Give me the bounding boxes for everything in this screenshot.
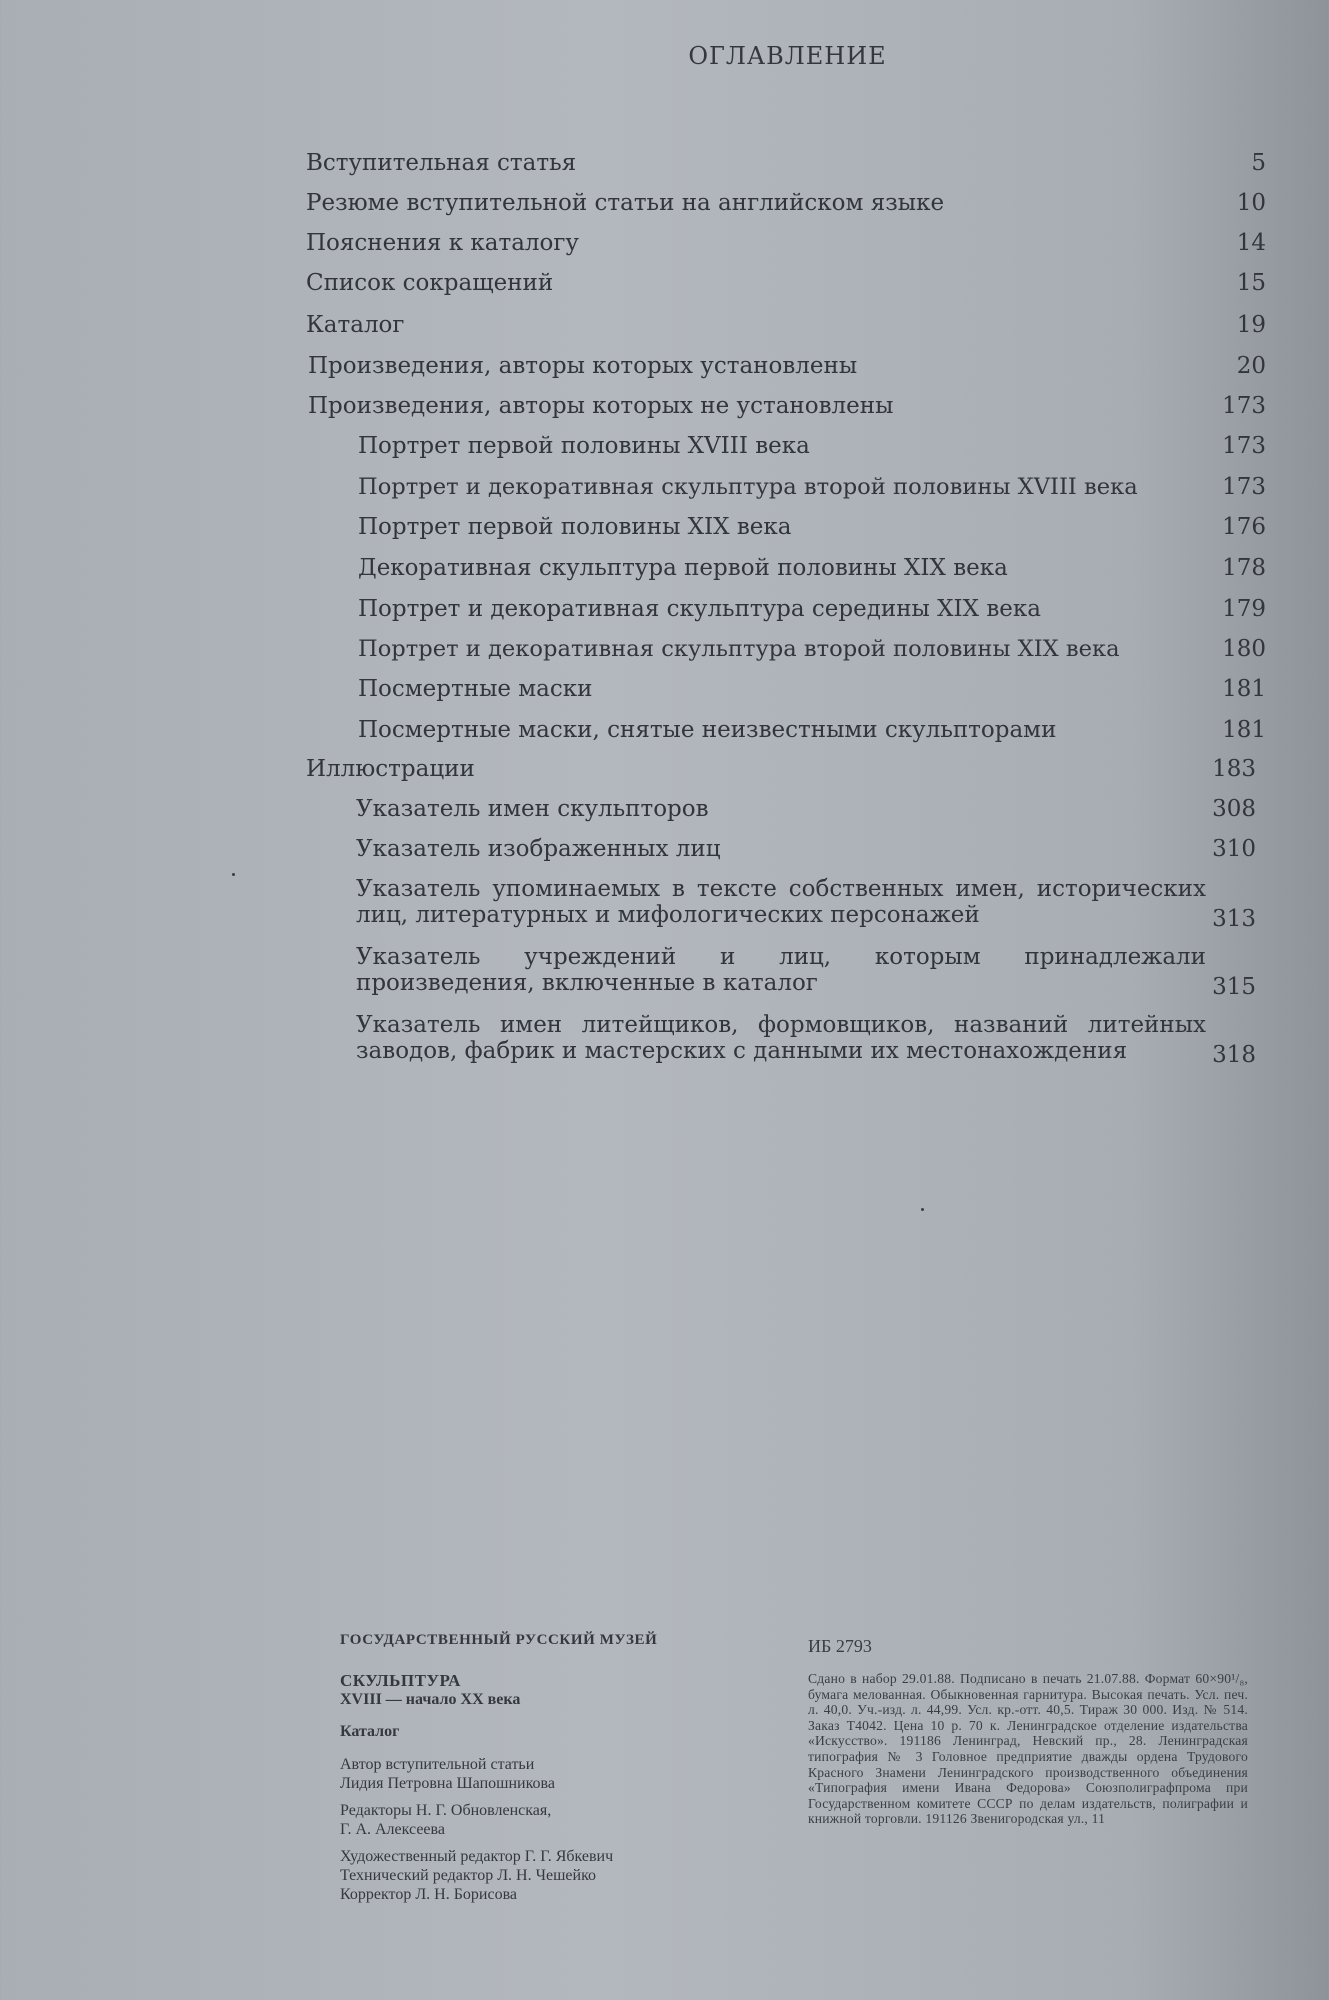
toc-entry-page: 176 — [1222, 514, 1266, 540]
toc-entry-text: Указатель имен скульпторов — [356, 796, 709, 822]
imprint-credits — [340, 1755, 780, 1904]
toc-entry-text: Каталог — [306, 312, 405, 338]
toc-title: ОГЛАВЛЕНИЕ — [688, 42, 887, 70]
toc-entry-page: 183 — [1212, 756, 1256, 782]
imprint-museum: ГОСУДАРСТВЕННЫЙ РУССКИЙ МУЗЕЙ — [340, 1632, 658, 1648]
toc-entry-text: Список сокращений — [306, 270, 554, 296]
toc-entry-text: Портрет первой половины XVIII века — [358, 433, 810, 459]
toc-entry-text: Декоративная скульптура первой половины XIX века — [358, 555, 1008, 581]
toc-entry-text: Посмертные маски — [358, 676, 593, 702]
toc-entry-text: Портрет и декоративная скульптура второй половины XIX века — [358, 636, 1120, 662]
toc-entry-page: 181 — [1222, 676, 1266, 702]
imprint-title: СКУЛЬПТУРА — [340, 1671, 461, 1690]
toc-entry-page: 173 — [1222, 393, 1266, 419]
credit-proofreader: Корректор Л. Н. Борисова — [340, 1886, 518, 1903]
imprint-period: XVIII — начало XX века — [340, 1691, 521, 1708]
toc-entry-page: 310 — [1212, 836, 1256, 862]
imprint-right-column — [808, 1636, 1248, 1827]
toc-entry-text: Иллюстрации — [306, 756, 475, 782]
imprint-print-details: Сдано в набор 29.01.88. Подписано в печать 21.07.88. Формат 60×90¹/₈, бумага мелованная. Обыкновенная гарнитура. Высокая печать. Усл. печ. л. 40,0. Уч.-изд. л. 44,99. Усл. кр.-отт. 40,5. Тираж 30 000. Изд. № 514. Заказ Т4042. Цена 10 р. 70 к. Ленинградское отделение издательства «Искусство». 191186 Ленинград, Невский пр., 28. Ленинградская типография № 3 Головное предприятие дважды ордена Трудового Красного Знамени Ленинградского производственного объединения «Типография имени Ивана Федорова» Союзполиграфпрома при Государственном комитете СССР по делам издательств, полиграфии и книжной торговли. 191126 Звенигородская ул., 11 — [808, 1671, 1248, 1827]
toc-entry-text: Произведения, авторы которых установлены — [308, 353, 858, 379]
toc-entry-page: 181 — [1222, 717, 1266, 743]
toc-entry-page: 19 — [1236, 312, 1266, 338]
toc-entry-page: 173 — [1222, 433, 1266, 459]
toc-entry-text: Портрет и декоративная скульптура середины XIX века — [358, 596, 1041, 622]
toc-entry-page: 313 — [1212, 906, 1256, 932]
toc-entry-page: 315 — [1212, 974, 1256, 1000]
toc-entry-page: 308 — [1212, 796, 1256, 822]
credit-tech-editor: Технический редактор Л. Н. Чешейко — [340, 1867, 597, 1884]
paper-speck — [921, 1208, 924, 1211]
credit-author: Автор вступительной статьи Лидия Петровна Шапошникова — [340, 1756, 555, 1792]
imprint-ib-number: ИБ 2793 — [808, 1636, 872, 1656]
credit-editors: Редакторы Н. Г. Обновленская, Г. А. Алексеева — [340, 1802, 552, 1838]
imprint-subtitle: Каталог — [340, 1723, 400, 1740]
paper-speck — [232, 873, 235, 876]
toc-entry-text: Указатель изображенных лиц — [356, 836, 721, 862]
toc-entry-page: 173 — [1222, 474, 1266, 500]
toc-entry-text: Пояснения к каталогу — [306, 230, 579, 256]
toc-entry-page: 20 — [1236, 353, 1266, 379]
toc-entry-text: Портрет и декоративная скульптура второй половины XVIII века — [358, 474, 1138, 500]
toc-entry-page: 318 — [1212, 1042, 1256, 1068]
toc-entry-text: Указатель упоминаемых в тексте собственных имен, исторических лиц, литературных и мифологических персонажей — [356, 876, 1206, 928]
toc-entry-page: 10 — [1236, 190, 1266, 216]
credit-art-editor: Художественный редактор Г. Г. Ябкевич — [340, 1848, 614, 1865]
toc-entry-page: 15 — [1236, 270, 1266, 296]
toc-entry-page: 14 — [1236, 230, 1266, 256]
toc-entry-text: Портрет первой половины XIX века — [358, 514, 792, 540]
toc-entry-page: 178 — [1222, 555, 1266, 581]
imprint-left-column — [340, 1632, 780, 1904]
toc-entry-page: 179 — [1222, 596, 1266, 622]
toc-entry-text: Указатель имен литейщиков, формовщиков, названий литейных заводов, фабрик и мастерских с данными их местонахождения — [356, 1012, 1206, 1064]
toc-entry-text: Резюме вступительной статьи на английском языке — [306, 190, 945, 216]
toc-entry-page: 180 — [1222, 636, 1266, 662]
toc-entry-text: Вступительная статья — [306, 150, 577, 176]
toc-entry-page: 5 — [1251, 150, 1266, 176]
toc-entry-text: Произведения, авторы которых не установлены — [308, 393, 894, 419]
toc-entry-text: Посмертные маски, снятые неизвестными скульпторами — [358, 717, 1057, 743]
toc-entry-text: Указатель учреждений и лиц, которым принадлежали произведения, включенные в каталог — [356, 944, 1206, 996]
